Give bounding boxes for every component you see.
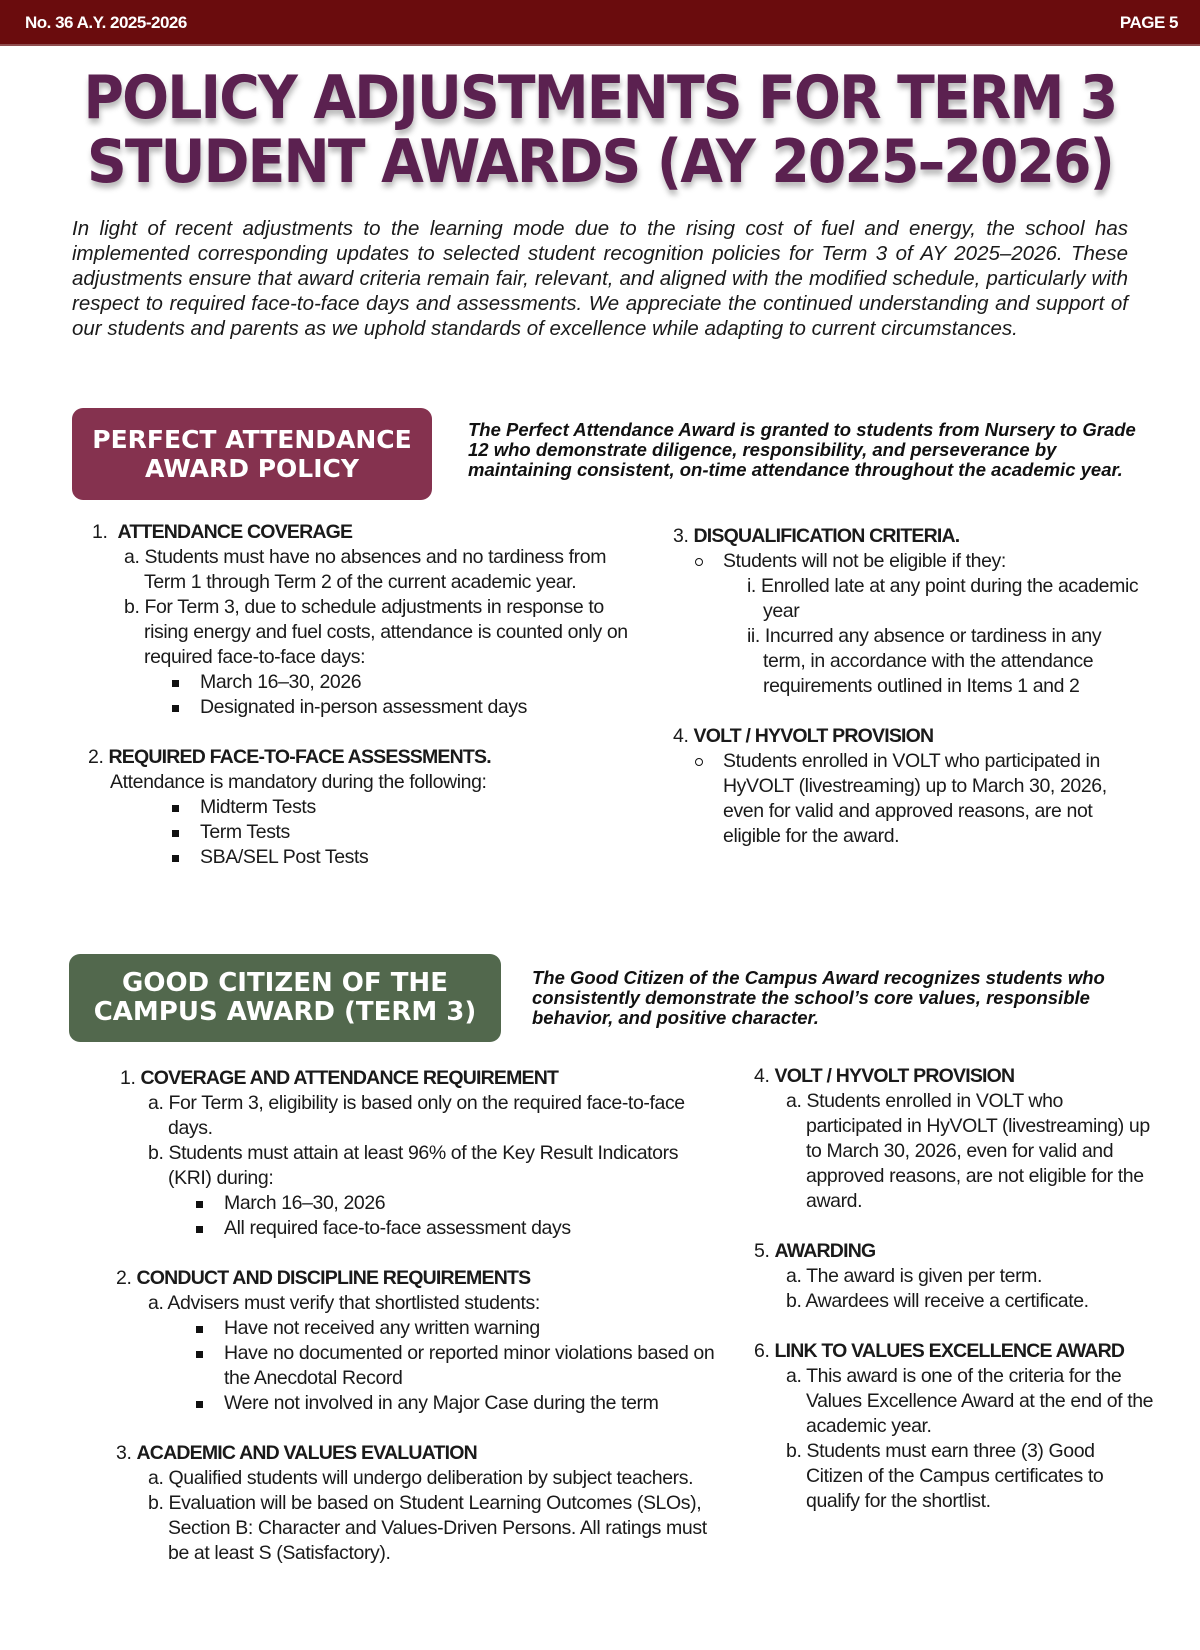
- section-heading: COVERAGE AND ATTENDANCE REQUIREMENT: [140, 1067, 559, 1089]
- list-item: b. Evaluation will be based on Student Learning Outcomes (SLOs), Section B: Character and Values-Driven Persons. All ratings must be at least S (Satisfactory).: [148, 1492, 707, 1564]
- list-item: a. Students must have no absences and no tardiness from Term 1 through Term 2 of the current academic year.: [124, 546, 607, 593]
- circle-item: Students enrolled in VOLT who participated in HyVOLT (livestreaming) up to March 30, 2026, even for valid and approved reasons, are not eligible for the award.: [673, 749, 1148, 849]
- perfect-attendance-right-column: [673, 524, 1148, 874]
- bullet-item: Have no documented or reported minor violations based on the Anecdotal Record: [116, 1341, 716, 1391]
- section-heading: ACADEMIC AND VALUES EVALUATION: [136, 1442, 477, 1464]
- pa-section-volt-provision: 4. VOLT / HYVOLT PROVISION Students enrolled in VOLT who participated in HyVOLT (livestreaming) up to March 30, 2026, even for valid and approved reasons, are not eligible for the award.: [673, 724, 1148, 849]
- section-heading: ATTENDANCE COVERAGE: [117, 521, 353, 543]
- good-citizen-right-column: [754, 1064, 1154, 1539]
- pa-section-attendance-coverage: 1. ATTENDANCE COVERAGE a. Students must have no absences and no tardiness from Term 1 through Term 2 of the current academic year. b. For Term 3, due to schedule adjustments in response to rising energy and fuel costs, attendance is counted only on required face-to-face days: March 16–30, 2026 Designated in-person assessment days: [92, 520, 652, 720]
- bullet-item: SBA/SEL Post Tests: [92, 845, 652, 870]
- roman-item: ii. Incurred any absence or tardiness in any term, in accordance with the attendance requirements outlined in Items 1 and 2: [747, 625, 1102, 697]
- list-item: a. Students enrolled in VOLT who participated in HyVOLT (livestreaming) up to March 30, 2026, even for valid and approved reasons, are not eligible for the award.: [786, 1090, 1150, 1212]
- perfect-attendance-badge: [72, 408, 432, 500]
- gc-section-coverage: 1. COVERAGE AND ATTENDANCE REQUIREMENT a. For Term 3, eligibility is based only on the required face-to-face days. b. Students must attain at least 96% of the Key Result Indicators (KRI) during: March 16–30, 2026 All required face-to-face assessment days: [116, 1066, 716, 1241]
- bullet-item: Were not involved in any Major Case during the term: [116, 1391, 716, 1416]
- page-title: [48, 63, 1152, 197]
- bullet-item: Have not received any written warning: [116, 1316, 716, 1341]
- header-bar: [0, 0, 1200, 46]
- bullet-item: March 16–30, 2026: [92, 670, 652, 695]
- page-number: PAGE 5: [1119, 13, 1178, 32]
- good-citizen-left-column: [116, 1066, 716, 1591]
- gc-section-evaluation: 3. ACADEMIC AND VALUES EVALUATION a. Qualified students will undergo deliberation by subject teachers. b. Evaluation will be based on Student Learning Outcomes (SLOs), Section B: Character and Values-Driven Persons. All ratings must be at least S (Satisfactory).: [116, 1441, 716, 1566]
- title-line-1: POLICY ADJUSTMENTS FOR TERM 3: [83, 63, 1117, 133]
- section-heading: DISQUALIFICATION CRITERIA.: [693, 525, 960, 547]
- gc-section-awarding: 5. AWARDING a. The award is given per term. b. Awardees will receive a certificate.: [754, 1239, 1154, 1314]
- roman-item: i. Enrolled late at any point during the academic year: [747, 575, 1139, 622]
- list-item: a. The award is given per term.: [786, 1265, 1043, 1287]
- bullet-item: Term Tests: [92, 820, 652, 845]
- perfect-attendance-left-column: [88, 520, 652, 895]
- list-item: a. This award is one of the criteria for the Values Excellence Award at the end of the academic year.: [786, 1365, 1154, 1437]
- section-heading: CONDUCT AND DISCIPLINE REQUIREMENTS: [136, 1267, 531, 1289]
- intro-paragraph: In light of recent adjustments to the learning mode due to the rising cost of fuel and energy, the school has implemented corresponding updates to selected student recognition policies for Term 3 of AY 2025–2026. These adjustments ensure that award criteria remain fair, relevant, and aligned with the modified schedule, particularly with respect to required face-to-face days and assessments. We appreciate the continued understanding and support of our students and parents as we uphold standards of excellence while adapting to current circumstances.: [72, 217, 1128, 340]
- bullet-item: All required face-to-face assessment days: [116, 1216, 716, 1241]
- bullet-item: Midterm Tests: [92, 795, 652, 820]
- gc-section-volt-provision: 4. VOLT / HYVOLT PROVISION a. Students enrolled in VOLT who participated in HyVOLT (livestreaming) up to March 30, 2026, even for valid and approved reasons, are not eligible for the award.: [754, 1064, 1154, 1214]
- list-item: Attendance is mandatory during the following:: [110, 771, 487, 793]
- good-citizen-badge: [69, 954, 501, 1042]
- badge-line-2: CAMPUS AWARD (TERM 3): [93, 997, 477, 1027]
- list-item: b. Awardees will receive a certificate.: [786, 1290, 1089, 1312]
- gc-section-values-excellence-link: 6. LINK TO VALUES EXCELLENCE AWARD a. This award is one of the criteria for the Values Excellence Award at the end of the academic year. b. Students must earn three (3) Good Citizen of the Campus certificates to qualify for the shortlist.: [754, 1340, 1154, 1512]
- bullet-item: Designated in-person assessment days: [92, 695, 652, 720]
- circle-item: Students will not be eligible if they:: [673, 549, 1148, 574]
- badge-line-1: GOOD CITIZEN OF THE: [122, 968, 448, 998]
- pa-section-disqualification: 3. DISQUALIFICATION CRITERIA. Students will not be eligible if they: i. Enrolled late at any point during the academic year ii. Incurred any absence or tardiness in any term, in accordance with the attendance requirements outlined in Items 1 and 2: [673, 524, 1148, 699]
- bullet-item: March 16–30, 2026: [116, 1191, 716, 1216]
- issue-number: No. 36 A.Y. 2025-2026: [25, 13, 187, 32]
- list-item: a. Advisers must verify that shortlisted students:: [148, 1292, 540, 1314]
- list-item: b. Students must attain at least 96% of the Key Result Indicators (KRI) during:: [148, 1142, 679, 1189]
- list-item: b. Students must earn three (3) Good Citizen of the Campus certificates to qualify for the shortlist.: [786, 1440, 1104, 1512]
- list-item: b. For Term 3, due to schedule adjustments in response to rising energy and fuel costs, attendance is counted only on required face-to-face days:: [124, 596, 628, 668]
- perfect-attendance-description: The Perfect Attendance Award is granted to students from Nursery to Grade 12 who demonstrate diligence, responsibility, and perseverance by maintaining consistent, on-time attendance throughout the academic year.: [468, 419, 1136, 480]
- title-line-2: STUDENT AWARDS (AY 2025–2026): [86, 127, 1114, 197]
- list-item: a. For Term 3, eligibility is based only on the required face-to-face days.: [148, 1092, 685, 1139]
- section-heading: LINK TO VALUES EXCELLENCE AWARD: [774, 1340, 1125, 1362]
- section-heading: AWARDING: [774, 1240, 876, 1262]
- list-item: a. Qualified students will undergo deliberation by subject teachers.: [148, 1467, 694, 1489]
- good-citizen-description: The Good Citizen of the Campus Award recognizes students who consistently demonstrate the school’s core values, responsible behavior, and positive character.: [532, 967, 1105, 1028]
- section-heading: VOLT / HYVOLT PROVISION: [693, 725, 934, 747]
- badge-line-2: AWARD POLICY: [145, 454, 359, 483]
- pa-section-required-assessments: 2. REQUIRED FACE-TO-FACE ASSESSMENTS. Attendance is mandatory during the following: Midterm Tests Term Tests SBA/SEL Post Tests: [88, 745, 652, 870]
- section-heading: REQUIRED FACE-TO-FACE ASSESSMENTS.: [108, 746, 491, 768]
- section-heading: VOLT / HYVOLT PROVISION: [774, 1065, 1015, 1087]
- gc-section-conduct: 2. CONDUCT AND DISCIPLINE REQUIREMENTS a. Advisers must verify that shortlisted students: Have not received any written warning Have no documented or reported minor violations based on the Anecdotal Record Were not involved in any Major Case during the term: [116, 1267, 715, 1414]
- badge-line-1: PERFECT ATTENDANCE: [92, 425, 412, 454]
